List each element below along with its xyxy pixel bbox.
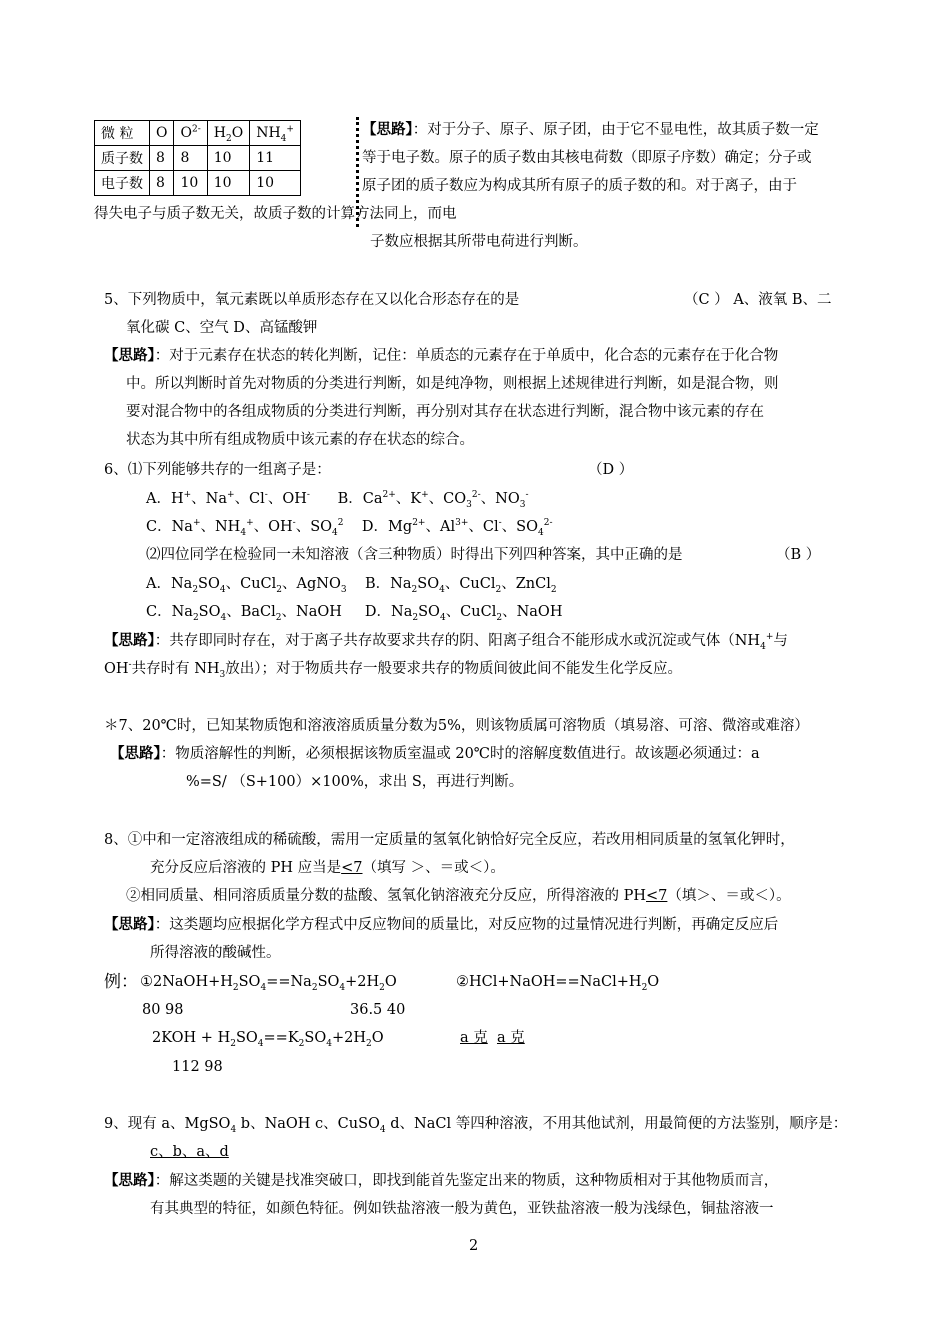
table-cell: 质子数	[95, 146, 150, 171]
thinking-text: 中。所以判断时首先对物质的分类进行判断，如是纯净物，则根据上述规律进行判断，如是混合物，则	[126, 376, 779, 392]
table-cell: 电子数	[95, 171, 150, 196]
thinking-text: 【思路】：对于元素存在状态的转化判断，记住：单质态的元素存在于单质中，化合态的元素存在于化合物	[104, 347, 779, 364]
thinking-text: 等于电子数。原子的质子数由其核电荷数（即原子序数）确定；分子或	[362, 150, 812, 166]
question-6-answer: （D ）	[588, 462, 634, 478]
option-ab: A．$Na_2SO_4$、CuCl$_2$、AgNO$_3$ B．$Na_2SO_4$、CuCl$_2$、ZnCl$_2$	[146, 576, 557, 595]
thinking-text: 状态为其中所有组成物质中该元素的存在状态的综合。	[126, 432, 474, 448]
thinking-text: 【思路】：对于分子、原子、原子团，由于它不显电性，故其质子数一定	[362, 121, 819, 138]
thinking-text: 【思路】：物质溶解性的判断，必须根据该物质室温或 20℃时的溶解度数值进行。故该题必须通过：a	[110, 745, 760, 762]
table-cell: 10	[207, 171, 249, 196]
option-a: A．H+、Na+、Cl-、OH- B．$Ca^{2+}$、K+、$CO_3^{2-}$、$NO_3^-$	[146, 490, 529, 510]
mass-ratio: 80 98	[142, 1002, 184, 1018]
mass-label: a 克 a 克	[460, 1030, 525, 1046]
table-cell: 8	[150, 171, 174, 196]
table-cell: 11	[250, 146, 301, 171]
table-row	[95, 121, 301, 146]
page-number: 2	[469, 1238, 479, 1254]
question-8-part2: ②相同质量、相同溶质质量分数的盐酸、氢氧化钠溶液充分反应，所得溶液的 PH<7（填＞、＝或＜）。	[126, 888, 791, 904]
thinking-text: 有其典型的特征，如颜色特征。例如铁盐溶液一般为黄色，亚铁盐溶液一般为浅绿色，铜盐溶液一	[150, 1201, 774, 1217]
thinking-text: 【思路】：这类题均应根据化学方程式中反应物间的质量比，对反应物的过量情况进行判断，再确定反应后	[104, 916, 779, 933]
table-cell: 8	[150, 146, 174, 171]
question-6-part2: ⑵四位同学在检验同一未知溶液（含三种物质）时得出下列四种答案，其中正确的是	[146, 547, 683, 563]
question-8: 8、①中和一定溶液组成的稀硫酸，需用一定质量的氢氧化钠恰好完全反应，若改用相同质量的氢氧化钾时，	[104, 832, 795, 848]
equation-1: $①2NaOH+H_2SO_4==Na_2SO_4+2H_2O$	[140, 974, 397, 993]
mass-ratio: 112 98	[172, 1059, 223, 1075]
option-cd: C．$Na_2SO_4$、BaCl$_2$、NaOH D．$Na_2SO_4$、CuCl$_2$、NaOH	[146, 604, 563, 623]
example-label: 例：	[104, 972, 138, 992]
table-header-cell: $H_2O$	[207, 121, 249, 146]
table-cell: 10	[174, 171, 207, 196]
mass-ratio: 36.5 40	[350, 1002, 406, 1018]
table-header-cell: $NH_4^+$	[250, 121, 301, 146]
table-header-cell: $O^{2-}$	[174, 121, 207, 146]
question-9-answer: c、b、a、d	[150, 1144, 229, 1160]
thinking-text: 【思路】：解这类题的关键是找准突破口，即找到能首先鉴定出来的物质，这种物质相对于其他物质而言，	[104, 1172, 779, 1189]
question-5-answer: （C ） A、液氧 B、二	[684, 292, 832, 308]
table-header-cell: 微 粒	[95, 121, 150, 146]
thinking-text: 子数应根据其所带电荷进行判断。	[370, 234, 588, 250]
table-row	[95, 146, 301, 171]
option-c: C．Na+、$NH_4^+$、OH-、$SO_4^2$ D．$Mg^{2+}$、$Al^{3+}$、Cl-、$SO_4^{2-}$	[146, 518, 553, 538]
table-row	[95, 171, 301, 196]
thinking-text: 原子团的质子数应为构成其所有原子的质子数的和。对于离子，由于	[362, 178, 797, 194]
question-6: 6、⑴下列能够共存的一组离子是：	[104, 462, 331, 478]
thinking-text: 得失电子与质子数无关，故质子数的计算方法同上，而电	[94, 206, 457, 222]
question-7: ＊7、20℃时，已知某物质饱和溶液溶质质量分数为5%，则该物质属可溶物质（填易溶、可溶、微溶或难溶）	[104, 718, 809, 734]
question-6-answer: （B ）	[776, 547, 821, 563]
table-cell: 10	[207, 146, 249, 171]
equation-2: $②HCl+NaOH==NaCl+H_2O$	[456, 974, 660, 993]
equation-3: $2KOH + H_2SO_4==K_2SO_4+2H_2O$	[152, 1030, 384, 1049]
question-8-part1: 充分反应后溶液的 PH 应当是<7（填写 ＞、＝或＜）。	[150, 860, 505, 876]
thinking-text: 要对混合物中的各组成物质的分类进行判断，再分别对其存在状态进行判断，混合物中该元素的存在	[126, 404, 764, 420]
table-cell: 8	[174, 146, 207, 171]
thinking-text: 所得溶液的酸碱性。	[150, 945, 281, 961]
question-9: 9、现有 a、MgSO$_4$ b、NaOH c、CuSO$_4$ d、NaCl 等四种溶液，不用其他试剂，用最简便的方法鉴别，顺序是：	[104, 1116, 848, 1135]
thinking-text: 【思路】：共存即同时存在，对于离子共存故要求共存的阴、阳离子组合不能形成水或沉淀或气体（$NH_4^+$与	[104, 632, 788, 652]
table-header-cell: O	[150, 121, 174, 146]
thinking-text: %=S/ （S+100）×100%，求出 S，再进行判断。	[186, 774, 524, 790]
question-5-options: 氧化碳 C、空气 D、高锰酸钾	[126, 320, 318, 336]
particle-table	[94, 120, 301, 196]
table-cell: 10	[250, 171, 301, 196]
thinking-text: OH-共存时有 $NH_3$放出）；对于物质共存一般要求共存的物质间彼此间不能发生化学反应。	[104, 660, 683, 680]
question-5: 5、下列物质中，氧元素既以单质形态存在又以化合形态存在的是	[104, 292, 520, 308]
